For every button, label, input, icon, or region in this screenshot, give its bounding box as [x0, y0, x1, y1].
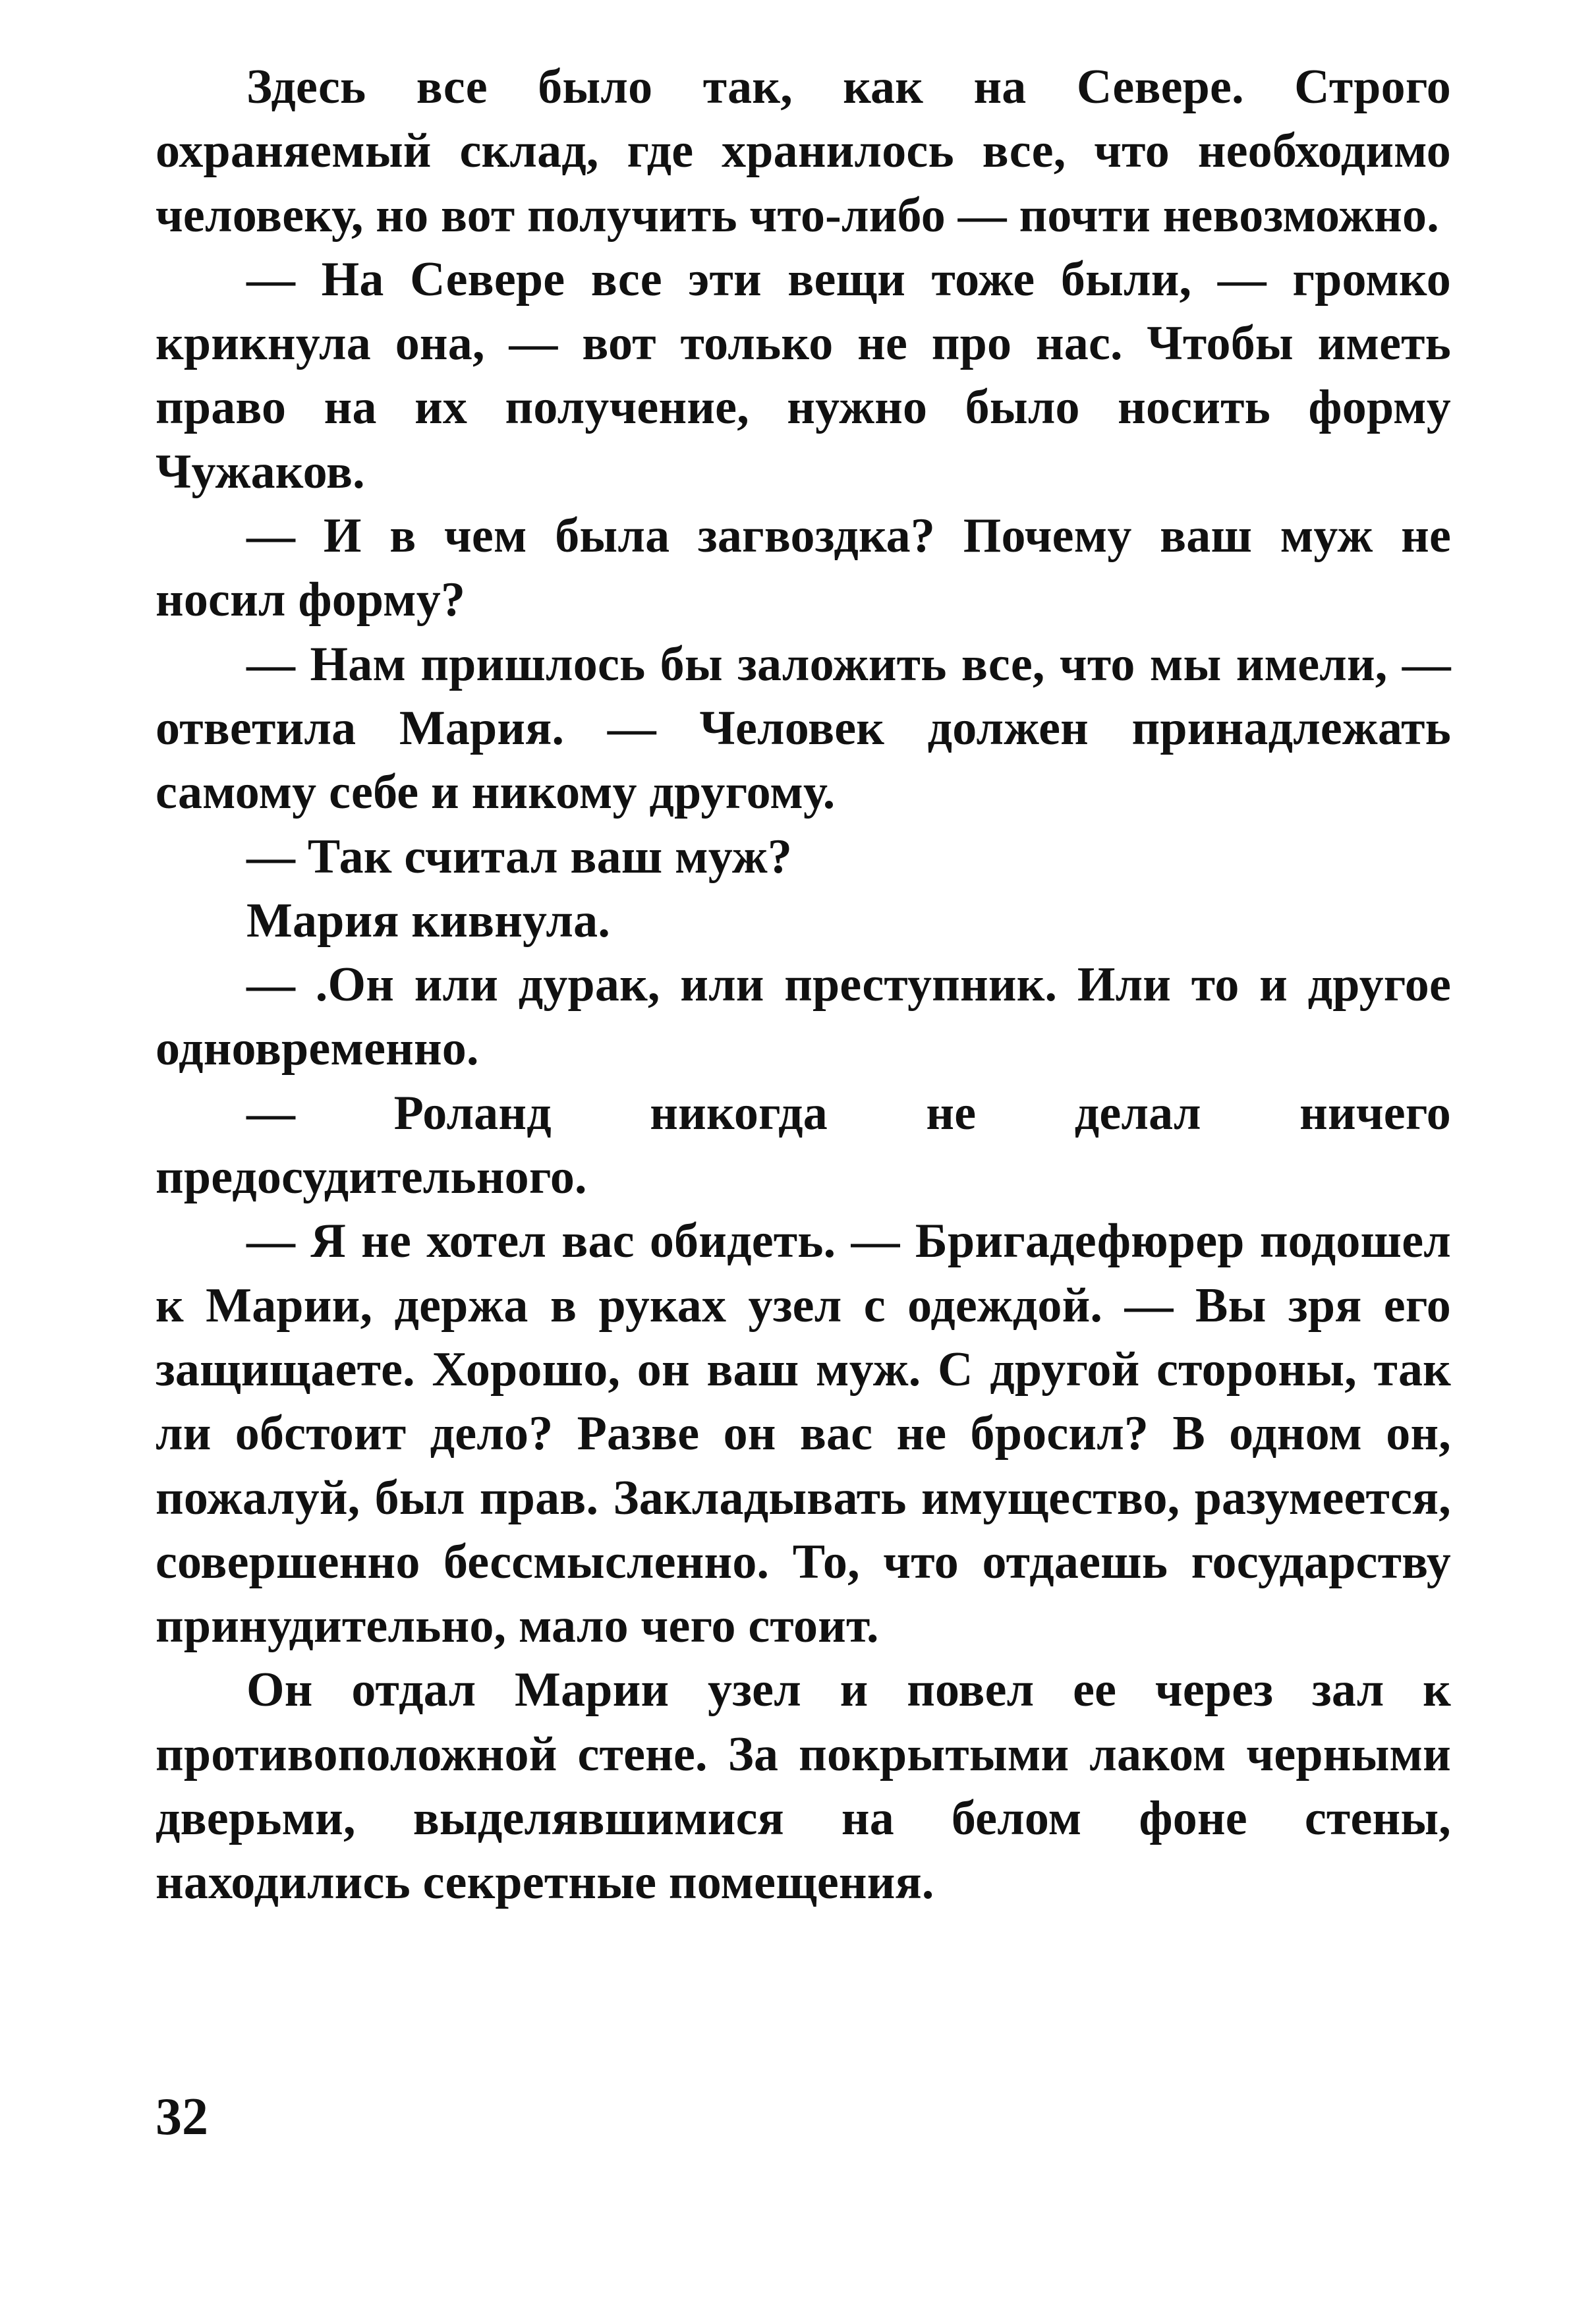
paragraph: Мария кивнула.	[246, 893, 611, 948]
page-body-text	[156, 55, 1451, 1915]
paragraph: — Нам пришлось бы заложить все, что мы имели, — ответила Мария. — Человек должен принадлежать самому себе и никому другому.	[156, 637, 1451, 820]
paragraph: — .Он или дурак, или преступник. Или то и другое одновременно.	[156, 958, 1451, 1076]
paragraph: — Роланд никогда не делал ничего предосудительного.	[156, 1086, 1451, 1205]
paragraph: — И в чем была загвоздка? Почему ваш муж не носил форму?	[156, 509, 1451, 627]
paragraph: — На Севере все эти вещи тоже были, — громко крикнула она, — вот только не про нас. Чтобы иметь право на их получение, нужно было носить форму Чужаков.	[156, 252, 1451, 499]
page-number: 32	[156, 2088, 208, 2146]
paragraph: Здесь все было так, как на Севере. Строго охраняемый склад, где хранилось все, что необходимо человеку, но вот получить что-либо — почти невозможно.	[156, 60, 1451, 243]
paragraph: Он отдал Марии узел и повел ее через зал к противоположной стене. За покрытыми лаком черными дверьми, выделявшимися на белом фоне стены, находились секретные помещения.	[156, 1663, 1451, 1910]
paragraph: — Я не хотел вас обидеть. — Бригадефюрер подошел к Марии, держа в руках узел с одеждой. — Вы зря его защищаете. Хорошо, он ваш муж. С другой стороны, так ли обстоит дело? Разве он вас не бросил? В одном он, пожалуй, был прав. Закладывать имущество, разумеется, совершенно бессмысленно. То, что отдаешь государству принудительно, мало чего стоит.	[156, 1214, 1451, 1654]
paragraph: — Так считал ваш муж?	[246, 829, 793, 884]
